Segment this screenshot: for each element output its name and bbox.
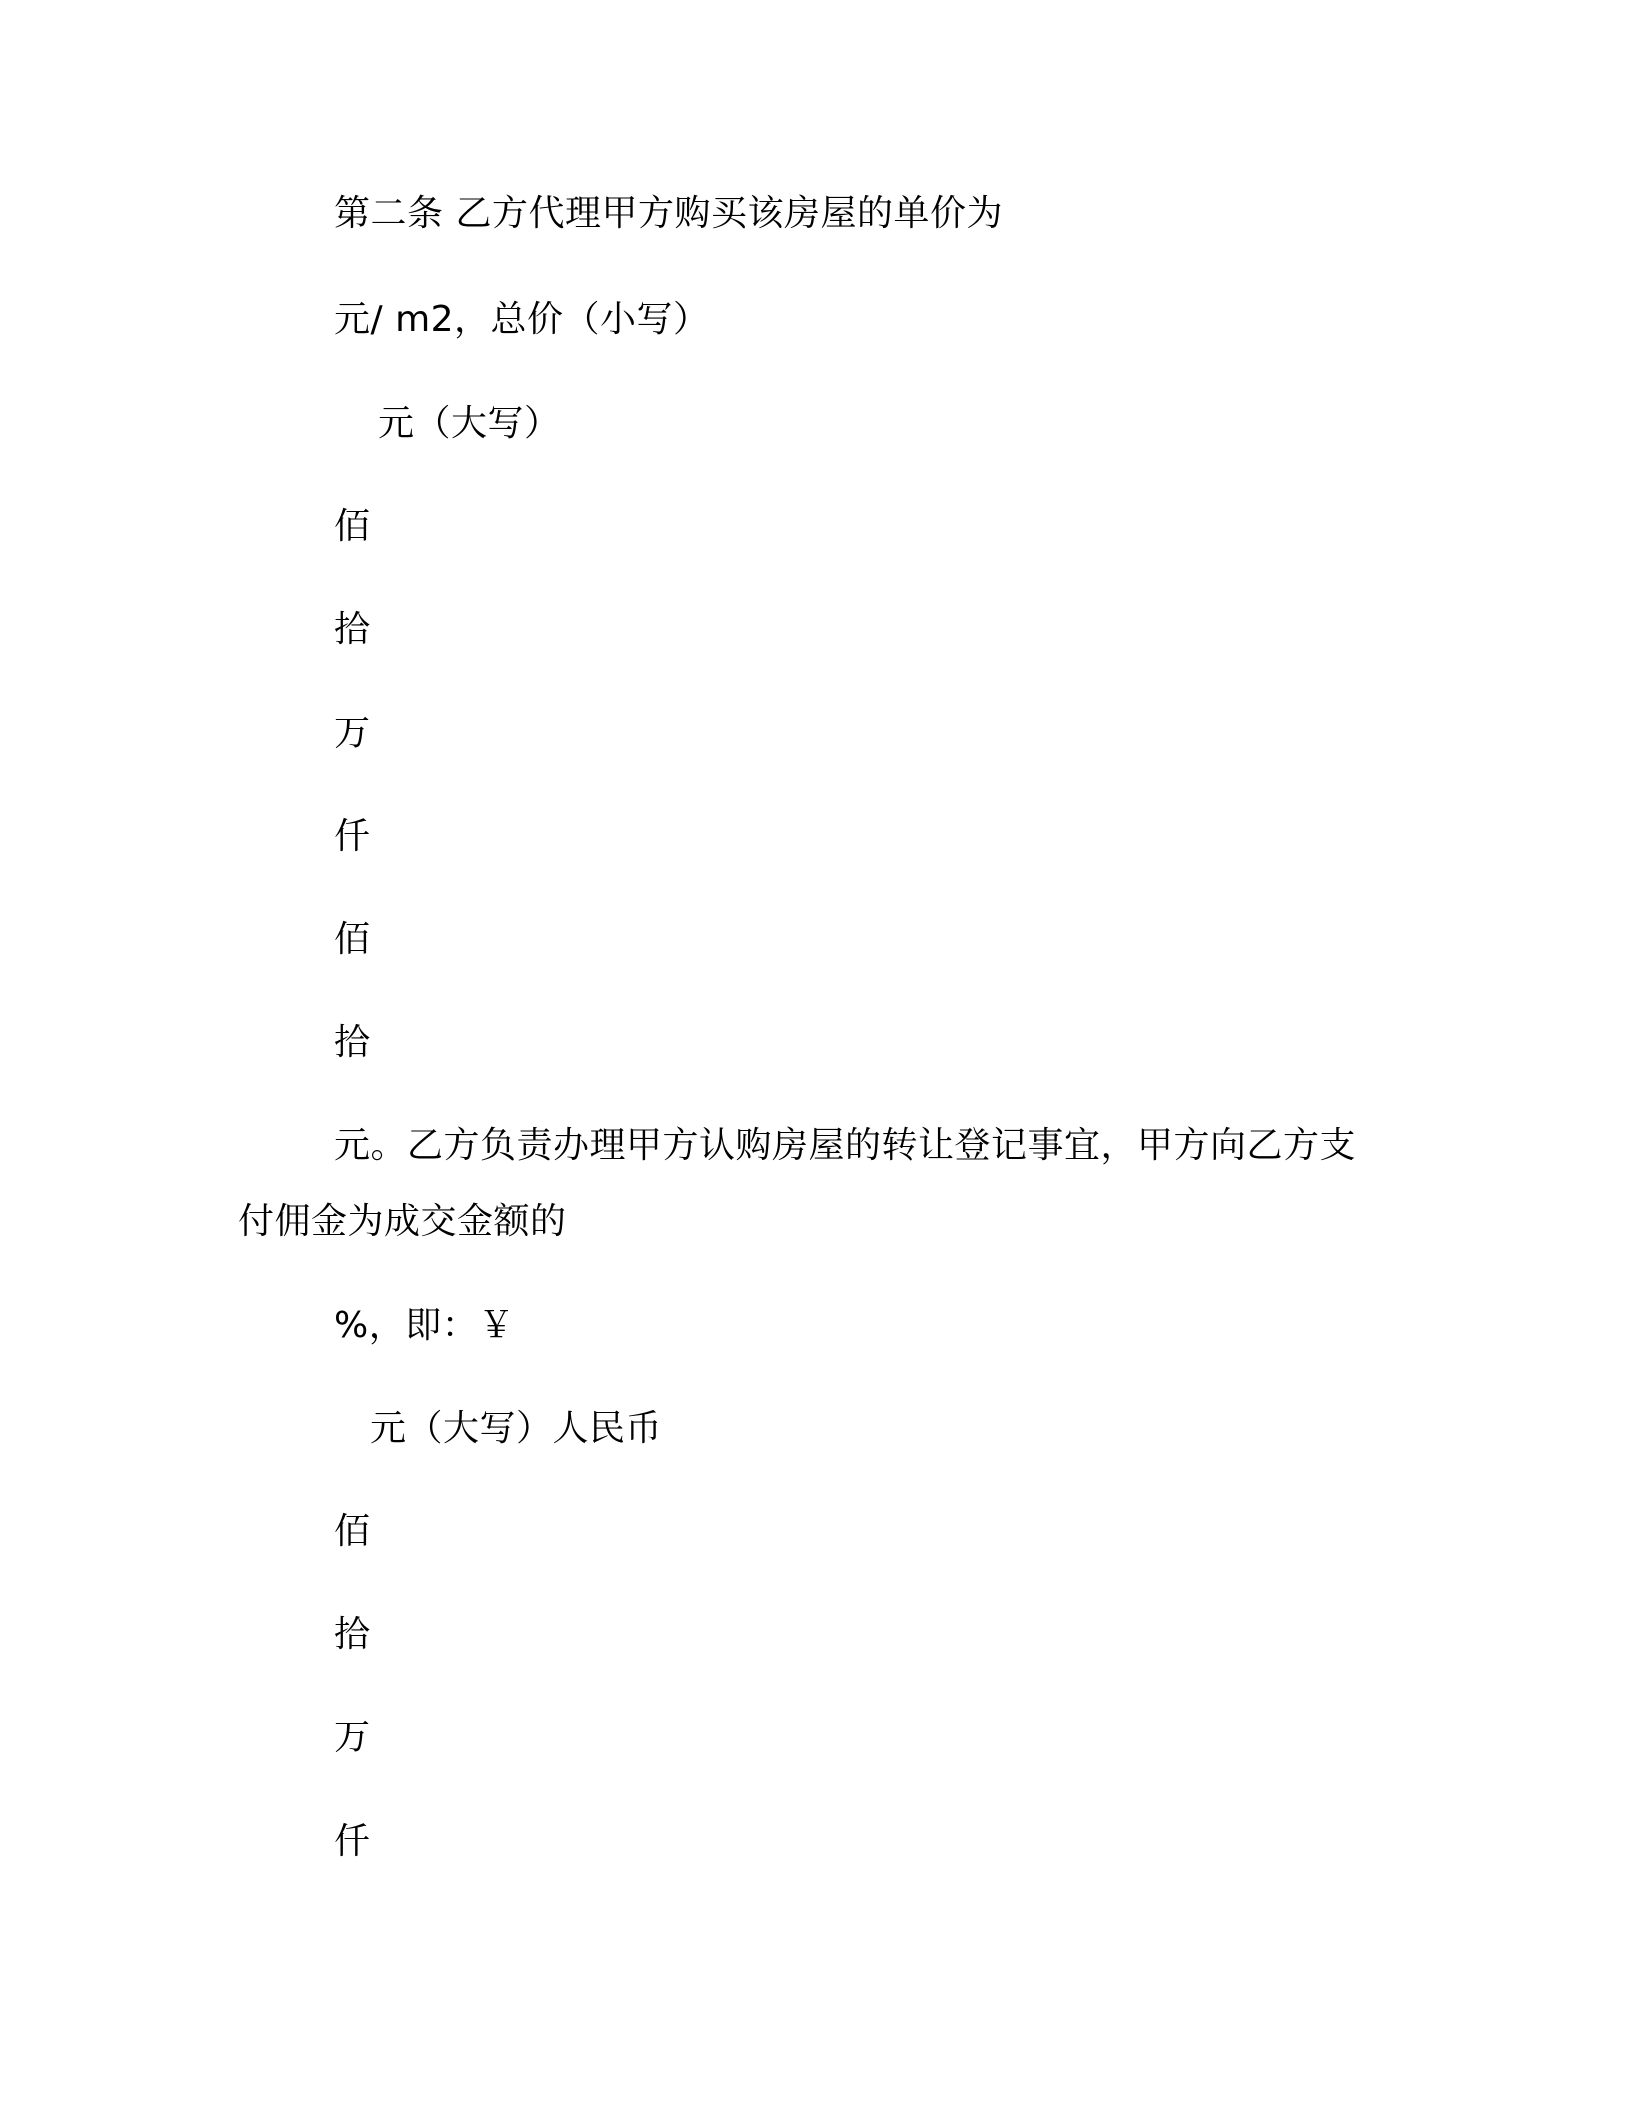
commission-uppercase-line: 元（大写）人民币	[370, 1408, 663, 1449]
digit-qian-2: 仟	[334, 1821, 371, 1862]
digit-shi-2: 拾	[334, 1022, 371, 1063]
digit-shi-1: 拾	[334, 609, 371, 650]
unit-price-line: 元/ m2，总价（小写）	[334, 299, 710, 340]
digit-bai-1: 佰	[334, 506, 371, 547]
commission-percent-line: %，即：￥	[334, 1305, 515, 1346]
digit-shi-3: 拾	[334, 1614, 371, 1655]
commission-paragraph-line-1: 元。乙方负责办理甲方认购房屋的转让登记事宜，甲方向乙方支	[334, 1125, 1357, 1166]
digit-wan-1: 万	[334, 713, 371, 754]
digit-wan-2: 万	[334, 1717, 371, 1758]
article-two-heading: 第二条 乙方代理甲方购买该房屋的单价为	[334, 193, 1003, 234]
digit-bai-2: 佰	[334, 919, 371, 960]
commission-paragraph-line-2: 付佣金为成交金额的	[238, 1201, 567, 1242]
digit-bai-3: 佰	[334, 1511, 371, 1552]
total-uppercase-line: 元（大写）	[378, 403, 561, 444]
digit-qian-1: 仟	[334, 816, 371, 857]
